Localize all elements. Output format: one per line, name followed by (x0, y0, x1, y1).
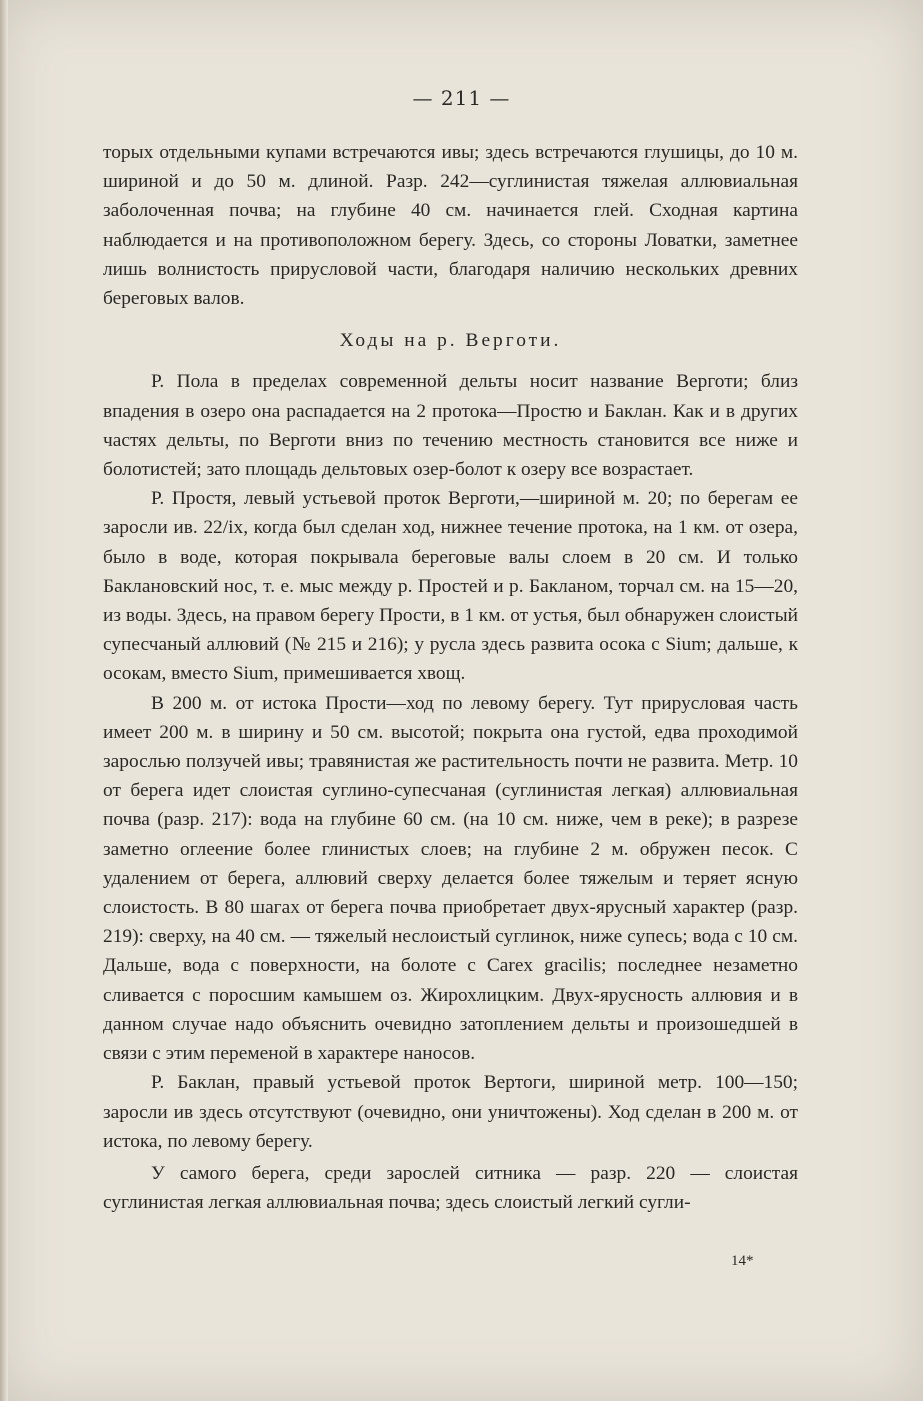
paragraph-continuation: торых отдельными купами встречаются ивы; здесь встречаются глушицы, до 10 м. шириной и до 50 м. длиной. Разр. 242—суглинистая тяжелая аллювиальная заболоченная почва; на глубине 40 см. начинается глей. Сходная картина наблюдается и на противоположном берегу. Здесь, со стороны Ловатки, заметнее лишь волнистость прирусловой части, благодаря наличию нескольких древних береговых валов. (103, 142, 798, 310)
paragraph-pola: Р. Пола в пределах современной дельты носит название Верготи; близ впадения в озеро она распадается на 2 протока—Простю и Баклан. Как и в других частях дельты, по Верготи вниз по течению местность становится все ниже и болотистей; зато площадь дельтовых озер-болот к озеру все возрастает. (103, 371, 798, 481)
page-edge-shadow (0, 0, 8, 1401)
paragraph-prostya: Р. Простя, левый устьевой проток Верготи,—шириной м. 20; по берегам ее заросли ив. 22/ix, когда был сделан ход, нижнее течение протока, на 1 км. от озера, было в воде, которая покрывала береговые валы слоем в 20 см. И только Баклановский нос, т. е. мыс между р. Простей и р. Бакланом, торчал см. на 15—20, из воды. Здесь, на правом берегу Прости, в 1 км. от устья, был обнаружен слоистый супесчаный аллювий (№ 215 и 216); у русла здесь развита осока с Sium; дальше, к осокам, вместо Sium, примешивается хвощ. (103, 488, 798, 685)
paragraph-istok: В 200 м. от истока Прости—ход по левому берегу. Тут прирусловая часть имеет 200 м. в ширину и 50 см. высотой; покрыта она густой, едва проходимой зарослью ползучей ивы; травянистая же растительность почти не развита. Метр. 10 от берега идет слоистая суглино-супесчаная (суглинистая легкая) аллювиальная почва (разр. 217): вода на глубине 60 см. (на 10 см. ниже, чем в реке); в разрезе заметно оглеение более глинистых слоев; на глубине 2 м. обружен песок. С удалением от берега, аллювий сверху делается более тяжелым и теряет ясную слоистость. В 80 шагах от берега почва приобретает двух-ярусный характер (разр. 219): сверху, на 40 см. — тяжелый неслоистый суглинок, ниже супесь; вода с 10 см. Дальше, вода с поверхности, на болоте с Carex gracilis; последнее незаметно сливается с поросшим камышем оз. Жирохлицким. Двух-ярусность аллювия и в данном случае надо объяснить очевидно затоплением дельты и произошедшей в связи с этим переменой в характере наносов. (103, 692, 798, 1065)
signature-mark: 14* (731, 1253, 754, 1269)
body-text (103, 138, 798, 1217)
page-number: — 211 — (412, 86, 511, 110)
section-heading: Ходы на р. Верготи. (339, 330, 562, 352)
paragraph-baklan: Р. Баклан, правый устьевой проток Вертоги, шириной метр. 100—150; заросли ив здесь отсутствуют (очевидно, они уничтожены). Ход сделан в 200 м. от истока, по левому берегу. (103, 1072, 798, 1152)
paragraph-bereg: У самого берега, среди зарослей ситника — разр. 220 — слоистая суглинистая легкая аллювиальная почва; здесь слоистый легкий сугли- (103, 1162, 798, 1214)
